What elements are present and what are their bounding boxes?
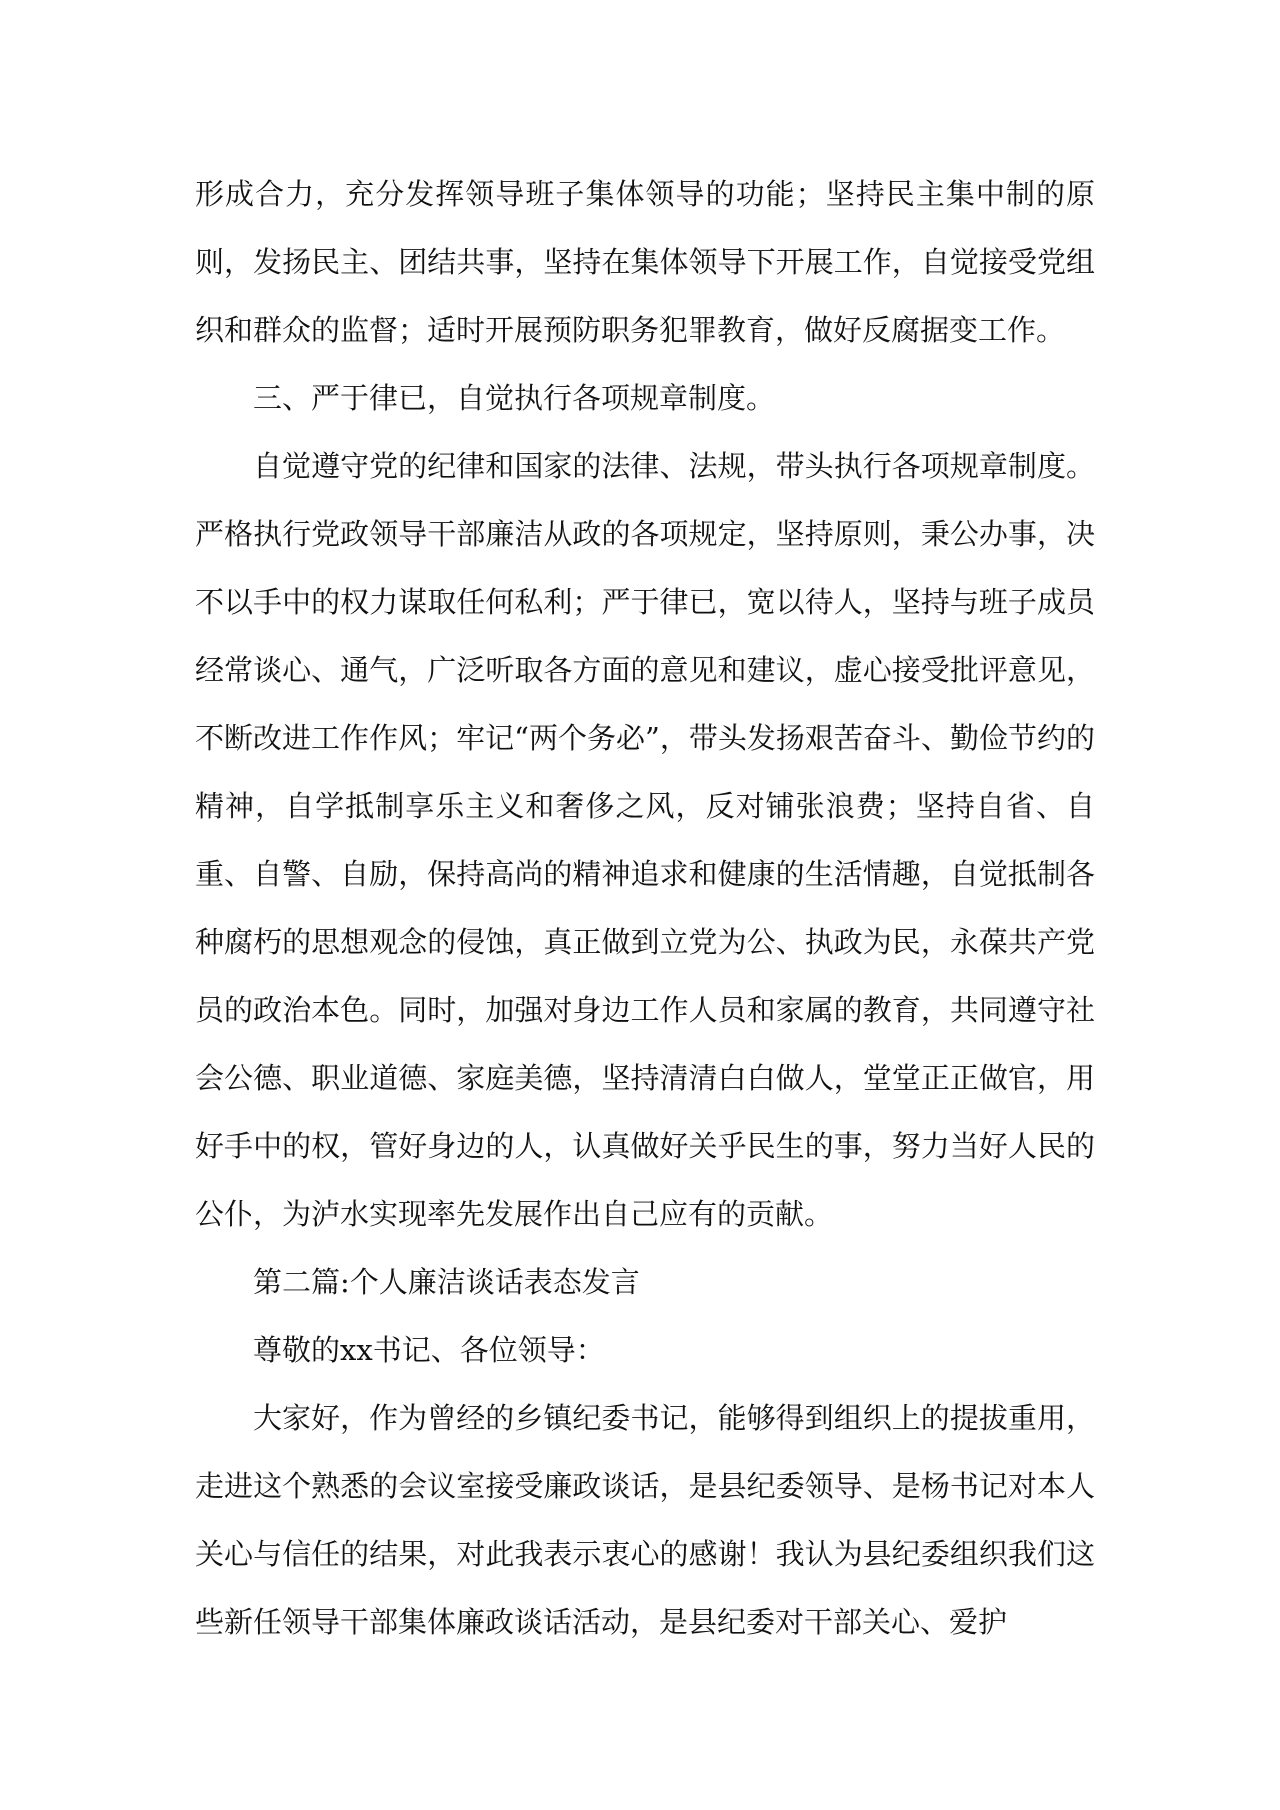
chapter-title-two: 第二篇:个人廉洁谈话表态发言 [253,1265,640,1299]
paragraph-discipline: 自觉遵守党的纪律和国家的法律、法规，带头执行各项规章制度。严格执行党政领导干部廉洁从政的各项规定，坚持原则，秉公办事，决不以手中的权力谋取任何私利；严于律已，宽以待人，坚持与班子成员经常谈心、通气，广泛听取各方面的意见和建议，虚心接受批评意见，不断改进工作作风；牢记“两个务必”，带头发扬艰苦奋斗、勤俭节约的精神，自学抵制享乐主义和奢侈之风，反对铺张浪费；坚持自省、自重、自警、自励，保持高尚的精神追求和健康的生活情趣，自觉抵制各种腐朽的思想观念的侵蚀，真正做到立党为公、执政为民，永葆共产党员的政治本色。同时，加强对身边工作人员和家属的教育，共同遵守社会公德、职业道德、家庭美德，坚持清清白白做人，堂堂正正做官，用好手中的权，管好身边的人，认真做好关乎民生的事，努力当好人民的公仆，为泸水实现率先发展作出自己应有的贡献。 [195,449,1095,1231]
paragraph-continued: 形成合力，充分发挥领导班子集体领导的功能；坚持民主集中制的原则，发扬民主、团结共事，坚持在集体领导下开展工作，自觉接受党组织和群众的监督；适时开展预防职务犯罪教育，做好反腐据变工作。 [195,177,1095,347]
section-heading-three: 三、严于律已，自觉执行各项规章制度。 [253,381,776,415]
salutation: 尊敬的xx书记、各位领导： [253,1333,605,1367]
paragraph-greeting: 大家好，作为曾经的乡镇纪委书记，能够得到组织上的提拔重用，走进这个熟悉的会议室接受廉政谈话，是县纪委领导、是杨书记对本人关心与信任的结果，对此我表示衷心的感谢！我认为县纪委组织我们这些新任领导干部集体廉政谈话活动，是县纪委对干部关心、爱护 [195,1401,1095,1639]
document-body [195,160,1095,1656]
